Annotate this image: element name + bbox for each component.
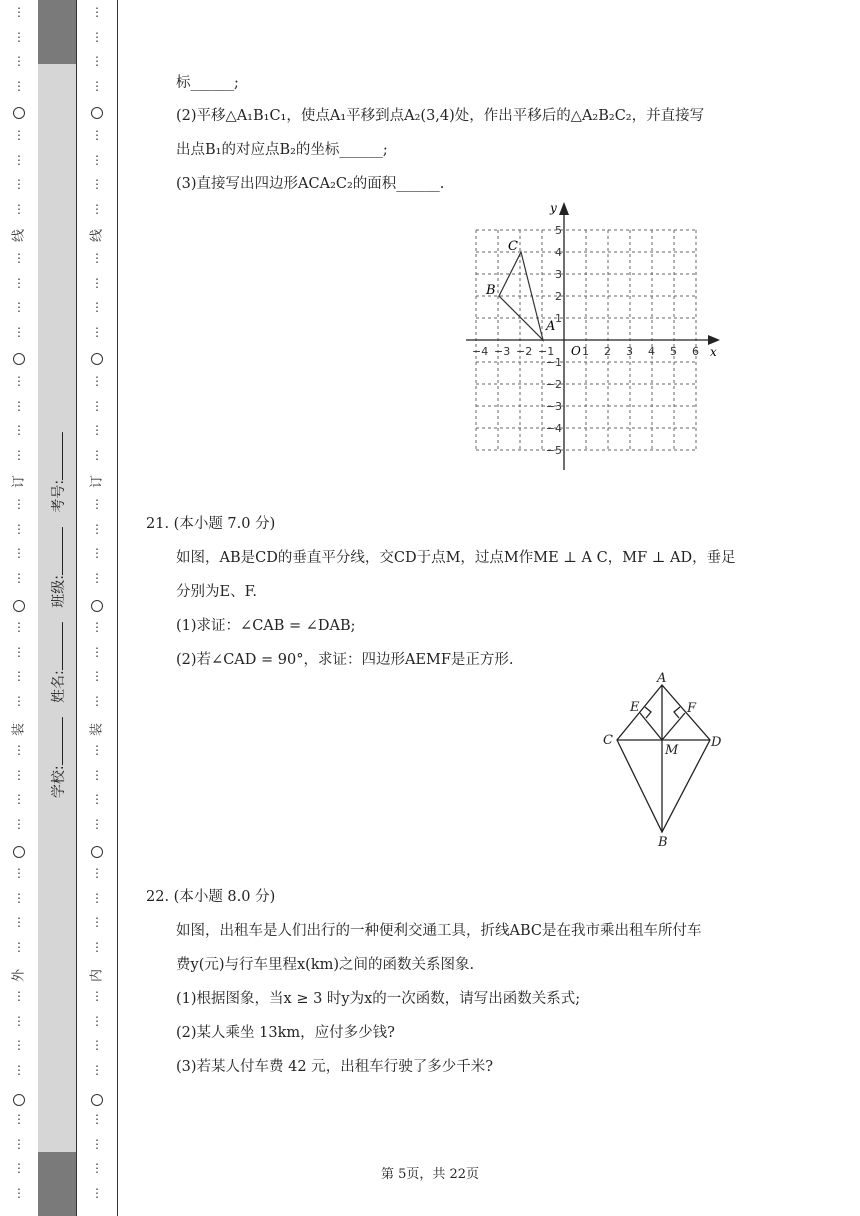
outer-dots: ⋮ [13,767,25,782]
q21-line-3: (1)求证：∠CAB = ∠DAB; [176,618,356,634]
inner-circle-mark [77,353,117,365]
outer-char: 外 [11,969,27,983]
outer-dots: ⋮ [13,78,25,93]
q20-line-a: 标______; [176,75,239,91]
outer-dots: ⋮ [13,398,25,413]
outer-dots: ⋮ [13,447,25,462]
q21-kite-figure [598,668,738,853]
inner-dots: ⋮ [91,447,103,462]
outer-dots: ⋮ [13,497,25,511]
outer-binding-strip [0,0,39,1216]
inner-dots: ⋮ [91,767,103,782]
name-label: 姓名: [51,670,67,703]
y-tick-label: −1 [545,356,562,369]
outer-dots: ⋮ [13,792,25,807]
outer-dots: ⋮ [13,644,25,659]
inner-dots: ⋮ [91,374,103,388]
inner-dots: ⋮ [91,669,103,684]
inner-circle-mark [77,1094,117,1106]
inner-dots: ⋮ [91,866,103,880]
inner-dots: ⋮ [91,546,103,561]
outer-dots: ⋮ [13,1185,25,1200]
q22-line-5: (3)若某人付车费 42 元，出租车行驶了多少千米? [176,1059,493,1075]
inner-dots: ⋮ [91,792,103,807]
outer-char: 线 [11,229,27,243]
outer-dots: ⋮ [13,620,25,634]
inner-dots: ⋮ [91,29,103,44]
outer-circle-mark [0,107,38,119]
q20-coordinate-grid [458,198,728,476]
kite-c-label: C [603,733,613,748]
inner-dots: ⋮ [91,324,103,339]
x-tick-label: 6 [692,345,699,358]
outer-dots: ⋮ [13,1112,25,1126]
point-b-label: B [486,283,496,298]
kite-b-label: B [658,835,668,850]
outer-dots: ⋮ [13,669,25,684]
x-tick-label: −1 [538,345,555,358]
exam-number-label: 考号: [51,479,67,513]
school-field[interactable] [51,717,67,798]
outer-dots: ⋮ [13,1062,25,1077]
outer-dots: ⋮ [13,251,25,265]
name-field[interactable] [51,622,67,703]
inner-char: 线 [89,229,105,243]
kite-f-label: F [687,701,697,716]
inner-dots: ⋮ [91,644,103,659]
inner-dots: ⋮ [91,5,103,19]
inner-dots: ⋮ [91,497,103,511]
inner-dots: ⋮ [91,1062,103,1077]
inner-dots: ⋮ [91,890,103,905]
class-label: 班级: [51,575,67,608]
inner-dots: ⋮ [91,275,103,290]
inner-dots: ⋮ [91,1136,103,1151]
outer-dots: ⋮ [13,324,25,339]
inner-dots: ⋮ [91,152,103,167]
x-tick-label: 1 [582,345,589,358]
y-axis-label: y [550,201,557,215]
x-tick-label: 3 [626,345,633,358]
student-info-block [46,395,70,825]
x-tick-label: −3 [494,345,511,358]
q20-line-b: (2)平移△A₁B₁C₁，使点A₁平移到点A₂(3,4)处，作出平移后的△A₂B₂C₂，并直接写 [176,108,705,124]
q22-line-3: (1)根据图象，当x ≥ 3 时y为x的一次函数，请写出函数关系式; [176,991,581,1007]
x-tick-label: 2 [604,345,611,358]
y-arrow-icon [559,202,569,215]
outer-dots: ⋮ [13,743,25,757]
outer-circle-mark [0,846,38,858]
outer-dots: ⋮ [13,1013,25,1028]
origin-label: O [571,344,581,358]
inner-dots: ⋮ [91,300,103,315]
inner-dots: ⋮ [91,989,103,1003]
inner-dots: ⋮ [91,177,103,192]
outer-circle-mark [0,600,38,612]
inner-dots: ⋮ [91,54,103,69]
gray-cap-top [38,0,76,64]
inner-dots: ⋮ [91,570,103,585]
x-tick-label: −4 [472,345,489,358]
outer-dots: ⋮ [13,693,25,708]
outer-dots: ⋮ [13,1136,25,1151]
outer-dots: ⋮ [13,5,25,19]
outer-dots: ⋮ [13,939,25,954]
outer-dots: ⋮ [13,54,25,69]
inner-dots: ⋮ [91,1161,103,1176]
q20-line-d: (3)直接写出四边形ACA₂C₂的面积______. [176,176,445,192]
kite-a-label: A [657,671,667,686]
q21-heading: 21. (本小题 7.0 分) [146,516,276,532]
point-a-label: A [546,319,556,334]
inner-dots: ⋮ [91,939,103,954]
gray-cap-bottom [38,1152,76,1216]
inner-dots: ⋮ [91,251,103,265]
outer-dots: ⋮ [13,423,25,438]
q21-line-2: 分别为E、F. [176,584,257,600]
y-tick-label: 2 [555,290,562,303]
kite-e-label: E [630,700,640,715]
page-footer: 第 5页，共 22页 [380,1167,480,1182]
inner-dots: ⋮ [91,1112,103,1126]
inner-dots: ⋮ [91,201,103,216]
y-tick-label: 5 [555,224,562,237]
q21-line-4: (2)若∠CAD = 90°，求证：四边形AEMF是正方形. [176,652,514,668]
q21-line-1: 如图，AB是CD的垂直平分线，交CD于点M，过点M作ME ⊥ A C，MF ⊥ AD，垂足 [176,550,736,566]
exam-number-field[interactable] [51,432,67,513]
outer-dots: ⋮ [13,1161,25,1176]
outer-dots: ⋮ [13,866,25,880]
kite-d-label: D [711,735,722,750]
outer-dots: ⋮ [13,1038,25,1053]
point-c-label: C [508,239,518,254]
outer-circle-mark [0,1094,38,1106]
inner-char: 订 [89,475,105,489]
outer-dots: ⋮ [13,177,25,192]
inner-dots: ⋮ [91,816,103,831]
y-tick-label: −4 [545,422,562,435]
outer-dots: ⋮ [13,201,25,216]
q20-line-c: 出点B₁的对应点B₂的坐标______; [176,142,388,158]
inner-dots: ⋮ [91,128,103,142]
inner-dots: ⋮ [91,620,103,634]
outer-dots: ⋮ [13,275,25,290]
outer-dots: ⋮ [13,546,25,561]
outer-char: 装 [11,723,27,737]
inner-circle-mark [77,846,117,858]
x-tick-label: −2 [516,345,533,358]
y-tick-label: 4 [555,246,562,259]
outer-dots: ⋮ [13,128,25,142]
kite-m-label: M [665,743,679,758]
inner-char: 装 [89,723,105,737]
outer-dots: ⋮ [13,152,25,167]
outer-dots: ⋮ [13,29,25,44]
inner-circle-mark [77,107,117,119]
x-arrow-icon [708,335,720,345]
inner-dots: ⋮ [91,1185,103,1200]
outer-circle-mark [0,353,38,365]
q22-line-2: 费y(元)与行车里程x(km)之间的函数关系图象. [176,957,475,973]
outer-dots: ⋮ [13,374,25,388]
school-label: 学校: [51,765,67,799]
y-tick-label: 1 [555,312,562,325]
outer-dots: ⋮ [13,915,25,930]
outer-dots: ⋮ [13,300,25,315]
inner-dots: ⋮ [91,521,103,536]
outer-dots: ⋮ [13,816,25,831]
outer-dots: ⋮ [13,989,25,1003]
outer-dots: ⋮ [13,521,25,536]
y-tick-label: −3 [545,400,562,413]
inner-dots: ⋮ [91,743,103,757]
outer-dots: ⋮ [13,570,25,585]
y-tick-label: −5 [545,444,562,457]
x-tick-label: 4 [648,345,655,358]
q22-line-1: 如图，出租车是人们出行的一种便利交通工具，折线ABC是在我市乘出租车所付车 [176,923,702,939]
inner-binding-strip [77,0,118,1216]
inner-char: 内 [89,969,105,983]
inner-dots: ⋮ [91,78,103,93]
y-tick-label: −2 [545,378,562,391]
inner-dots: ⋮ [91,1038,103,1053]
inner-dots: ⋮ [91,693,103,708]
inner-dots: ⋮ [91,1013,103,1028]
q22-heading: 22. (本小题 8.0 分) [146,889,276,905]
class-field[interactable] [51,527,67,608]
inner-dots: ⋮ [91,423,103,438]
y-tick-label: 3 [555,268,562,281]
outer-dots: ⋮ [13,890,25,905]
outer-char: 订 [11,475,27,489]
inner-circle-mark [77,600,117,612]
x-tick-label: 5 [670,345,677,358]
inner-dots: ⋮ [91,398,103,413]
q22-line-4: (2)某人乘坐 13km，应付多少钱? [176,1025,395,1041]
inner-dots: ⋮ [91,915,103,930]
x-axis-label: x [710,345,717,359]
